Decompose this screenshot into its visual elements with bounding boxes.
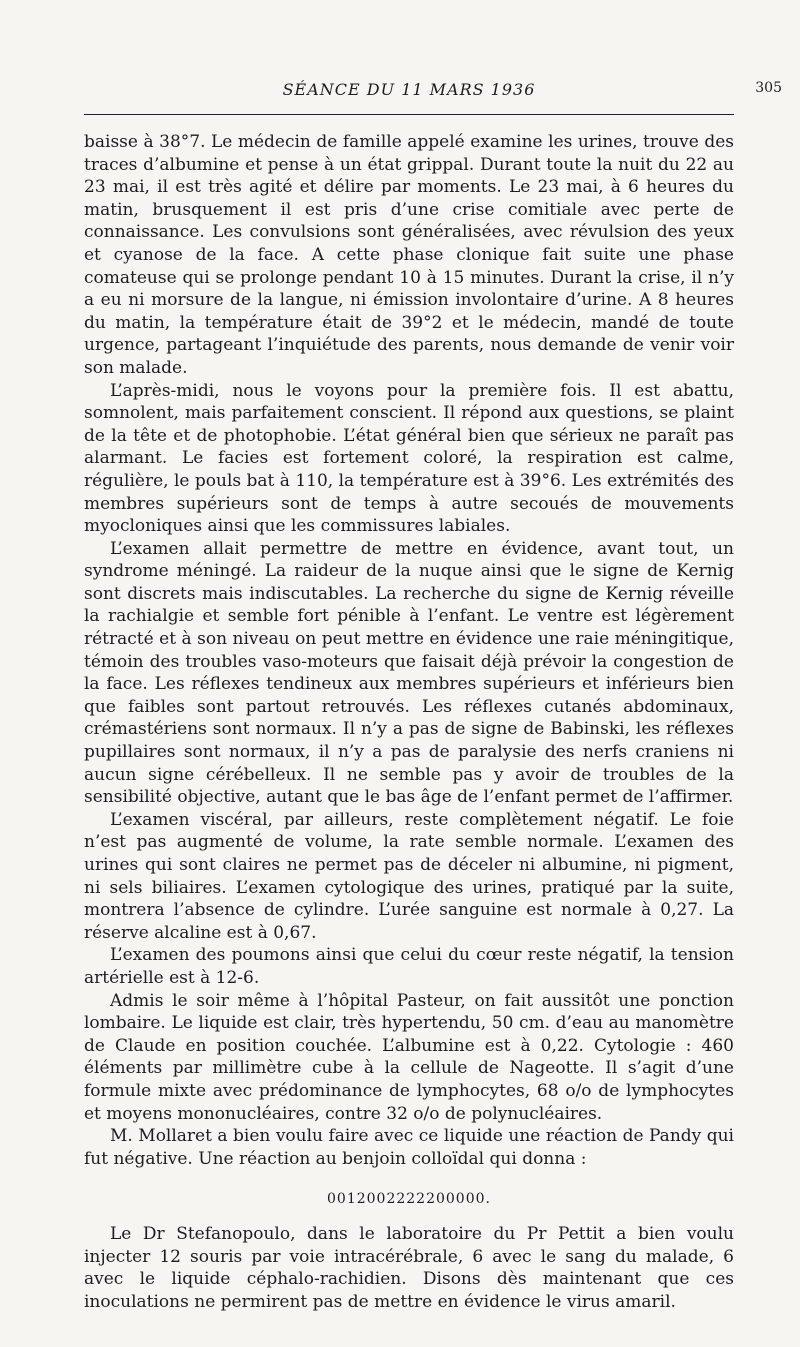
colloidal-reaction-result: 0012002222200000.: [327, 1191, 491, 1208]
document-page: [84, 78, 782, 1313]
paragraph-inoculation: Le Dr Stefanopoulo, dans le laboratoire du Pr Pettit a bien voulu injecter 12 souris par voie intracérébrale, 6 avec le sang du malade, 6 avec le liquide céphalo-rachidien. Disons dès maintenant que ces inoculations ne permirent pas de mettre en évidence le virus amaril.: [84, 1223, 734, 1312]
paragraph-afternoon: L’après-midi, nous le voyons pour la première fois. Il est abattu, somnolent, mais parfaitement conscient. Il répond aux questions, se plaint de la tête et de photophobie. L’état général bien que sérieux ne paraît pas alarmant. Le facies est fortement coloré, la respiration est calme, régulière, le pouls bat à 110, la température est à 39°6. Les extrémités des membres supérieurs sont de temps à autre secoués de mouvements myocloniques ainsi que les commissures labiales.: [84, 380, 734, 537]
paragraph-exam: L’examen allait permettre de mettre en évidence, avant tout, un syndrome méningé. La raideur de la nuque ainsi que le signe de Kernig sont discrets mais indiscutables. La recherche du signe de Kernig réveille la rachialgie et semble fort pénible à l’enfant. Le ventre est légèrement rétracté et à son niveau on peut mettre en évidence une raie méningitique, témoin des troubles vaso-moteurs que faisait déjà prévoir la congestion de la face. Les réflexes tendineux aux membres supérieurs et inférieurs bien que faibles sont partout retrouvés. Les réflexes cutanés abdominaux, crémastériens sont normaux. Il n’y a pas de signe de Babinski, les réflexes pupillaires sont normaux, il n’y a pas de paralysie des nerfs craniens ni aucun signe cérébelleux. Il ne semble pas y avoir de troubles de la sensibilité objective, autant que le bas âge de l’enfant permet de l’affirmer.: [84, 538, 734, 808]
header-rule: [84, 114, 734, 115]
paragraph-mollaret: M. Mollaret a bien voulu faire avec ce liquide une réaction de Pandy qui fut négative. Une réaction au benjoin colloïdal qui donna :: [84, 1126, 734, 1169]
page-number: 305: [755, 80, 782, 96]
running-head: SÉANCE DU 11 MARS 1936: [282, 80, 536, 99]
body-text: [84, 131, 734, 1313]
paragraph-continuation: baisse à 38°7. Le médecin de famille appelé examine les urines, trouve des traces d’albumine et pense à un état grippal. Durant toute la nuit du 22 au 23 mai, il est très agité et délire par moments. Le 23 mai, à 6 heures du matin, brusquement il est pris d’une crise comitiale avec perte de connaissance. Les convulsions sont généralisées, avec révulsion des yeux et cyanose de la face. A cette phase clonique fait suite une phase comateuse qui se prolonge pendant 10 à 15 minutes. Durant la crise, il n’y a eu ni morsure de la langue, ni émission involontaire d’urine. A 8 heures du matin, la température était de 39°2 et le médecin, mandé de toute urgence, partageant l’inquiétude des parents, nous demande de venir voir son malade.: [84, 132, 734, 378]
paragraph-lumbar: Admis le soir même à l’hôpital Pasteur, on fait aussitôt une ponction lombaire. Le liquide est clair, très hypertendu, 50 cm. d’eau au manomètre de Claude en position couchée. L’albumine est à 0,22. Cytologie : 460 éléments par millimètre cube à la cellule de Nageotte. Il s’agit d’une formule mixte avec prédominance de lymphocytes, 68 o/o de lymphocytes et moyens mononucléaires, contre 32 o/o de polynucléaires.: [84, 990, 734, 1124]
paragraph-visceral: L’examen viscéral, par ailleurs, reste complètement négatif. Le foie n’est pas augmenté de volume, la rate semble normale. L’examen des urines qui sont claires ne permet pas de déceler ni albumine, ni pigment, ni sels biliaires. L’examen cytologique des urines, pratiqué par la suite, montrera l’absence de cylindre. L’urée sanguine est normale à 0,27. La réserve alcaline est à 0,67.: [84, 809, 734, 943]
page-header: [84, 78, 782, 106]
paragraph-lungs: L’examen des poumons ainsi que celui du cœur reste négatif, la tension artérielle est à 12-6.: [84, 945, 734, 988]
